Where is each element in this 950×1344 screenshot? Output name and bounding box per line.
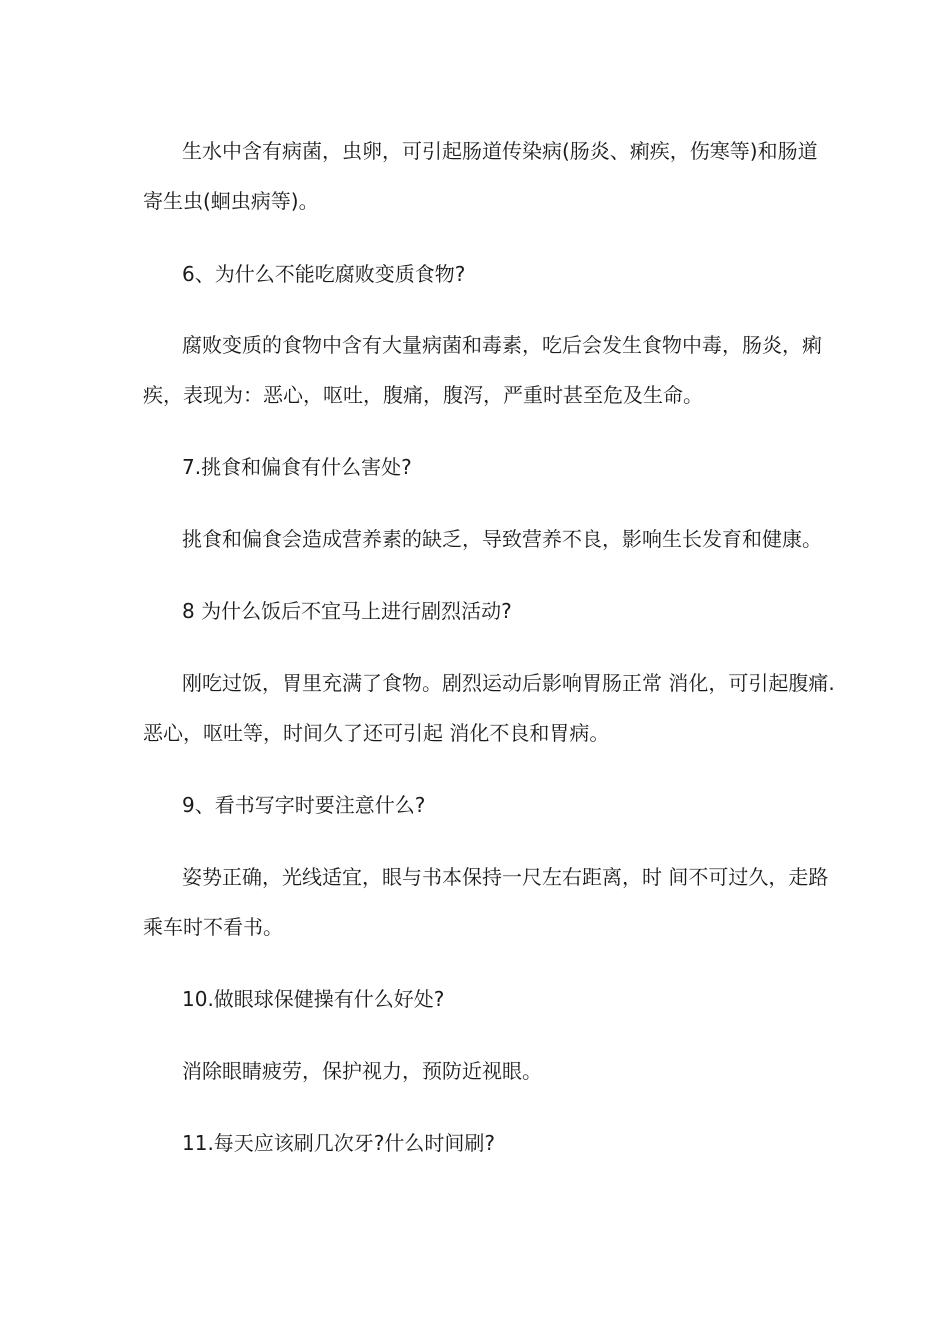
question-heading: 8 为什么饭后不宜马上进行剧烈活动? [182,599,512,623]
paragraph-line: 寄生虫(蛔虫病等)。 [143,189,319,213]
paragraph-line: 姿势正确，光线适宜，眼与书本保持一尺左右距离，时 间不可过久，走路 [182,865,829,889]
paragraph-line: 刚吃过饭，胃里充满了食物。剧烈运动后影响胃肠正常 消化，可引起腹痛. [182,671,835,695]
paragraph-line: 乘车时不看书。 [143,915,283,939]
paragraph-line: 挑食和偏食会造成营养素的缺乏，导致营养不良，影响生长发育和健康。 [182,527,822,551]
question-heading: 6、为什么不能吃腐败变质食物? [182,262,466,286]
paragraph-line: 恶心，呕吐等，时间久了还可引起 消化不良和胃病。 [143,721,610,745]
paragraph-line: 疾，表现为：恶心，呕吐，腹痛，腹泻，严重时甚至危及生命。 [143,383,703,407]
paragraph-line: 生水中含有病菌，虫卵，可引起肠道传染病(肠炎、痢疾，伤寒等)和肠道 [182,139,818,163]
question-heading: 10.做眼球保健操有什么好处? [182,987,445,1011]
question-heading: 7.挑食和偏食有什么害处? [182,455,412,479]
paragraph-line: 消除眼睛疲劳，保护视力，预防近视眼。 [182,1059,542,1083]
question-heading: 11.每天应该刷几次牙?什么时间刷? [182,1131,496,1155]
paragraph-line: 腐败变质的食物中含有大量病菌和毒素，吃后会发生食物中毒，肠炎，痢 [182,333,822,357]
question-heading: 9、看书写字时要注意什么? [182,793,426,817]
